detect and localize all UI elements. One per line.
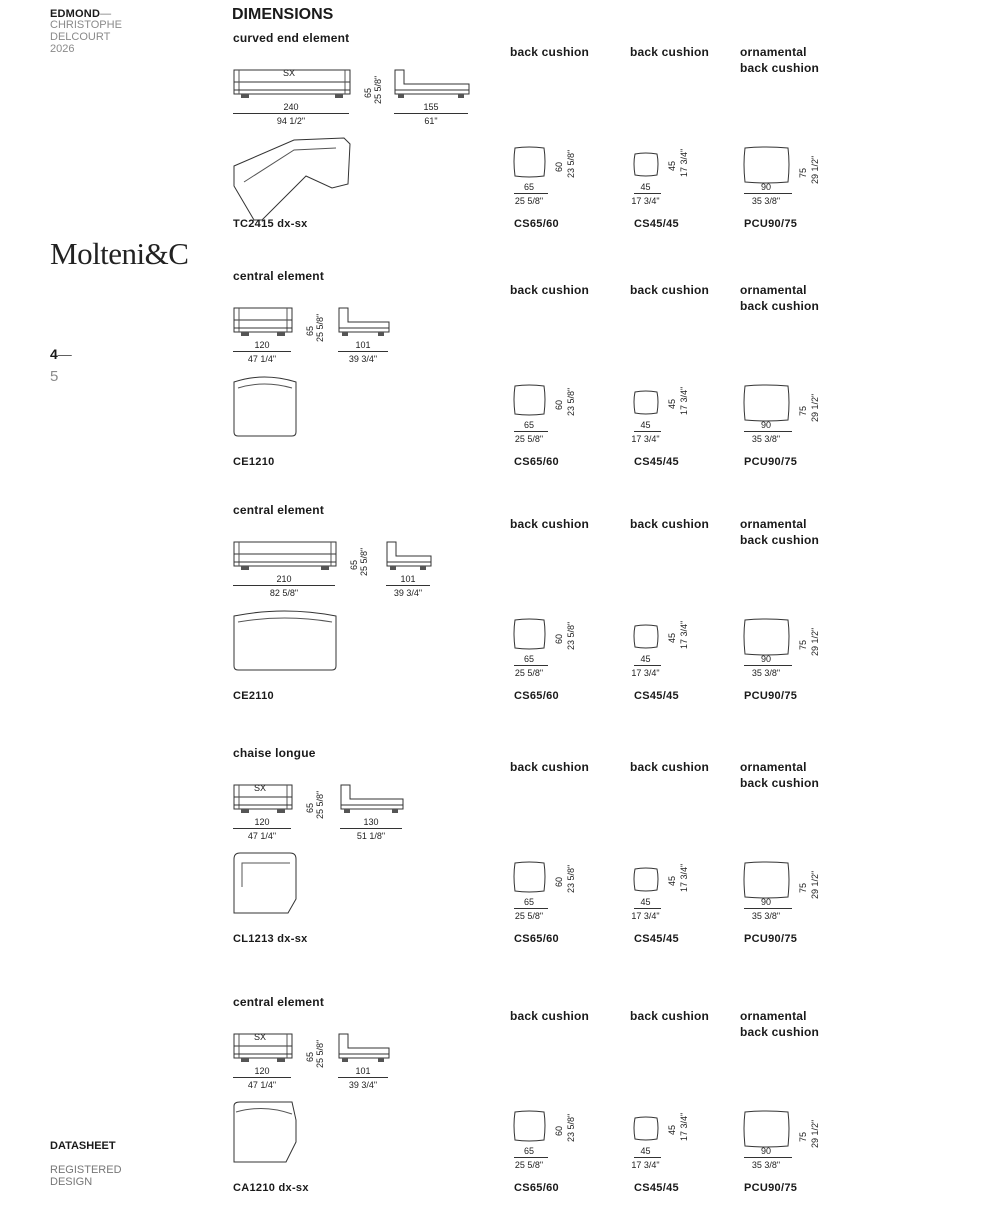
cushion-width-line xyxy=(744,193,792,194)
depth-value: 101 xyxy=(355,1066,371,1076)
depth-dimension-line xyxy=(386,585,430,586)
element-title: central element xyxy=(233,995,325,1009)
sofa-side-view xyxy=(386,540,432,574)
cushion-width-inches: 25 5/8" xyxy=(514,434,544,444)
cushion-height: 75 xyxy=(798,882,808,893)
element-code: TC2415 dx-sx xyxy=(233,218,308,230)
ornamental-cushion-label xyxy=(740,1008,819,1040)
label-line: ornamental xyxy=(740,45,807,59)
back-cushion-label: back cushion xyxy=(510,45,590,59)
cushion-height: 60 xyxy=(554,876,564,887)
cushion-height-inches: 29 1/2" xyxy=(810,627,820,656)
width-inches: 47 1/4" xyxy=(247,354,277,364)
cushion-width: 65 xyxy=(523,897,534,907)
cushion-code: CS45/45 xyxy=(634,456,679,468)
height-inches: 25 5/8" xyxy=(373,75,383,104)
cushion-height: 45 xyxy=(667,1124,677,1135)
label-line: ornamental xyxy=(740,1009,807,1023)
cushion-height: 45 xyxy=(667,632,677,643)
depth-dimension-line xyxy=(338,351,388,352)
page-number-current: 4— xyxy=(50,346,72,362)
sofa-plan-view xyxy=(232,608,338,672)
depth-value: 101 xyxy=(355,340,371,350)
height-value: 65 xyxy=(305,802,315,813)
cushion-width-line xyxy=(514,431,548,432)
cushion-width-inches: 25 5/8" xyxy=(514,668,544,678)
cushion-code: CS65/60 xyxy=(514,456,559,468)
width-value: 120 xyxy=(254,1066,270,1076)
cushion-width: 90 xyxy=(760,420,771,430)
registered-design-label: REGISTERED DESIGN xyxy=(50,1164,122,1188)
ornamental-cushion-label xyxy=(740,282,819,314)
cushion-width-inches: 17 3/4" xyxy=(631,434,660,444)
cushion-outline xyxy=(744,1110,790,1148)
molteni-logo: Molteni&C xyxy=(50,236,189,271)
element-title: central element xyxy=(233,269,325,283)
ornamental-cushion-label xyxy=(740,516,819,548)
cushion-width-line xyxy=(634,665,661,666)
cushion-outline xyxy=(634,390,659,415)
sofa-side-view xyxy=(394,68,470,102)
cushion-width: 45 xyxy=(640,182,651,192)
sofa-front-view xyxy=(233,540,337,574)
width-value: 120 xyxy=(254,340,270,350)
sx-mark: SX xyxy=(283,68,296,78)
cushion-width: 90 xyxy=(760,654,771,664)
cushion-width-inches: 25 5/8" xyxy=(514,1160,544,1170)
cushion-width-inches: 17 3/4" xyxy=(631,196,660,206)
label-line: back cushion xyxy=(740,776,820,790)
element-title: central element xyxy=(233,503,325,517)
back-cushion-label: back cushion xyxy=(630,45,710,59)
section-2 xyxy=(0,268,1008,498)
cushion-outline xyxy=(744,861,790,899)
cushion-width: 65 xyxy=(523,420,534,430)
element-code: CA1210 dx-sx xyxy=(233,1182,309,1194)
element-code: CL1213 dx-sx xyxy=(233,933,308,945)
cushion-outline xyxy=(514,618,546,650)
cushion-width: 45 xyxy=(640,420,651,430)
element-code: CE2110 xyxy=(233,690,274,702)
cushion-height-inches: 17 3/4" xyxy=(679,148,689,177)
depth-value: 130 xyxy=(363,817,379,827)
datasheet-label: DATASHEET xyxy=(50,1140,116,1152)
cushion-outline xyxy=(634,624,659,649)
cushion-height-inches: 23 5/8" xyxy=(566,387,576,416)
cushion-height-inches: 29 1/2" xyxy=(810,393,820,422)
depth-dimension-line xyxy=(340,828,402,829)
cushion-width-inches: 35 3/8" xyxy=(751,668,781,678)
cushion-outline xyxy=(744,618,790,656)
width-inches: 47 1/4" xyxy=(247,1080,277,1090)
section-3 xyxy=(0,502,1008,732)
cushion-height-inches: 17 3/4" xyxy=(679,863,689,892)
cushion-code: PCU90/75 xyxy=(744,933,798,945)
height-inches: 25 5/8" xyxy=(315,790,325,819)
sx-mark: SX xyxy=(254,1032,267,1042)
height-value: 65 xyxy=(363,87,373,98)
cushion-width-line xyxy=(634,1157,661,1158)
height-inches: 25 5/8" xyxy=(359,547,369,576)
sofa-plan-view xyxy=(232,1100,298,1164)
width-dimension-line xyxy=(233,1077,291,1078)
cushion-width-inches: 17 3/4" xyxy=(631,668,660,678)
cushion-width: 65 xyxy=(523,1146,534,1156)
cushion-outline xyxy=(514,384,546,416)
depth-value: 155 xyxy=(423,102,439,112)
cushion-width-line xyxy=(744,431,792,432)
cushion-code: CS45/45 xyxy=(634,218,679,230)
cushion-width: 45 xyxy=(640,654,651,664)
cushion-height: 75 xyxy=(798,167,808,178)
cushion-code: CS45/45 xyxy=(634,933,679,945)
cushion-height: 75 xyxy=(798,405,808,416)
cushion-width-line xyxy=(634,193,661,194)
sofa-side-view xyxy=(340,783,404,817)
label-line: back cushion xyxy=(740,533,820,547)
cushion-height-inches: 23 5/8" xyxy=(566,864,576,893)
cushion-outline xyxy=(744,384,790,422)
width-inches: 47 1/4" xyxy=(247,831,277,841)
sofa-front-view xyxy=(233,306,293,340)
width-dimension-line xyxy=(233,113,349,114)
cushion-height: 45 xyxy=(667,875,677,886)
back-cushion-label: back cushion xyxy=(630,1009,710,1023)
height-inches: 25 5/8" xyxy=(315,1039,325,1068)
cushion-height-inches: 17 3/4" xyxy=(679,386,689,415)
cushion-width: 65 xyxy=(523,654,534,664)
cushion-width-inches: 17 3/4" xyxy=(631,1160,660,1170)
element-code: CE1210 xyxy=(233,456,275,468)
width-value: 240 xyxy=(283,102,299,112)
sofa-side-view xyxy=(338,1032,390,1066)
cushion-width-inches: 35 3/8" xyxy=(751,1160,781,1170)
label-line: back cushion xyxy=(740,299,820,313)
element-title: chaise longue xyxy=(233,746,316,760)
cushion-code: CS65/60 xyxy=(514,933,559,945)
back-cushion-label: back cushion xyxy=(510,283,590,297)
cushion-height-inches: 29 1/2" xyxy=(810,1119,820,1148)
cushion-width-line xyxy=(514,1157,548,1158)
depth-inches: 39 3/4" xyxy=(348,1080,378,1090)
cushion-width-line xyxy=(634,908,661,909)
sx-mark: SX xyxy=(254,783,267,793)
sofa-plan-view xyxy=(232,136,352,200)
page-number-next: 5 xyxy=(50,368,59,385)
section-4 xyxy=(0,745,1008,975)
cushion-height: 60 xyxy=(554,1125,564,1136)
height-value: 65 xyxy=(305,325,315,336)
cushion-width-line xyxy=(514,193,548,194)
cushion-width: 90 xyxy=(760,1146,771,1156)
cushion-width-inches: 17 3/4" xyxy=(631,911,660,921)
element-title: curved end element xyxy=(233,31,350,45)
depth-dimension-line xyxy=(394,113,468,114)
designer-credit: CHRISTOPHE DELCOURT 2026 xyxy=(50,19,122,55)
cushion-width: 90 xyxy=(760,182,771,192)
cushion-outline xyxy=(744,146,790,184)
cushion-width-inches: 25 5/8" xyxy=(514,196,544,206)
cushion-code: CS45/45 xyxy=(634,690,679,702)
cushion-height-inches: 29 1/2" xyxy=(810,155,820,184)
cushion-code: PCU90/75 xyxy=(744,456,798,468)
back-cushion-label: back cushion xyxy=(630,760,710,774)
label-line: back cushion xyxy=(740,61,820,75)
depth-dimension-line xyxy=(338,1077,388,1078)
cushion-code: CS65/60 xyxy=(514,218,559,230)
cushion-code: CS65/60 xyxy=(514,690,559,702)
depth-value: 101 xyxy=(400,574,416,584)
cushion-outline xyxy=(514,146,546,178)
cushion-width: 65 xyxy=(523,182,534,192)
label-line: ornamental xyxy=(740,283,807,297)
cushion-width-line xyxy=(514,665,548,666)
width-dimension-line xyxy=(233,585,335,586)
cushion-outline xyxy=(514,1110,546,1142)
depth-inches: 51 1/8" xyxy=(356,831,386,841)
back-cushion-label: back cushion xyxy=(630,517,710,531)
cushion-outline xyxy=(634,152,659,177)
cushion-height-inches: 23 5/8" xyxy=(566,1113,576,1142)
cushion-width-inches: 35 3/8" xyxy=(751,911,781,921)
cushion-width: 90 xyxy=(760,897,771,907)
width-inches: 82 5/8" xyxy=(269,588,299,598)
cushion-code: PCU90/75 xyxy=(744,218,798,230)
page-title: DIMENSIONS xyxy=(232,6,334,23)
cushion-outline xyxy=(634,867,659,892)
ornamental-cushion-label xyxy=(740,44,819,76)
label-line: ornamental xyxy=(740,760,807,774)
cushion-code: PCU90/75 xyxy=(744,1182,798,1194)
cushion-width-line xyxy=(744,908,792,909)
depth-inches: 61" xyxy=(424,116,438,126)
width-dimension-line xyxy=(233,351,291,352)
back-cushion-label: back cushion xyxy=(510,517,590,531)
cushion-height-inches: 17 3/4" xyxy=(679,620,689,649)
width-value: 120 xyxy=(254,817,270,827)
cushion-width-line xyxy=(744,665,792,666)
height-value: 65 xyxy=(349,559,359,570)
cushion-width: 45 xyxy=(640,1146,651,1156)
width-inches: 94 1/2" xyxy=(276,116,306,126)
back-cushion-label: back cushion xyxy=(510,1009,590,1023)
cushion-height: 45 xyxy=(667,398,677,409)
label-line: ornamental xyxy=(740,517,807,531)
cushion-height-inches: 23 5/8" xyxy=(566,149,576,178)
sofa-plan-view xyxy=(232,851,298,915)
cushion-outline xyxy=(634,1116,659,1141)
section-1 xyxy=(0,30,1008,260)
label-line: back cushion xyxy=(740,1025,820,1039)
height-value: 65 xyxy=(305,1051,315,1062)
depth-inches: 39 3/4" xyxy=(393,588,423,598)
cushion-code: CS45/45 xyxy=(634,1182,679,1194)
cushion-height: 60 xyxy=(554,399,564,410)
cushion-height: 60 xyxy=(554,633,564,644)
back-cushion-label: back cushion xyxy=(510,760,590,774)
width-dimension-line xyxy=(233,828,291,829)
cushion-width-line xyxy=(744,1157,792,1158)
section-5 xyxy=(0,994,1008,1224)
cushion-height: 60 xyxy=(554,161,564,172)
cushion-width-line xyxy=(514,908,548,909)
cushion-width-line xyxy=(634,431,661,432)
cushion-code: CS65/60 xyxy=(514,1182,559,1194)
sofa-side-view xyxy=(338,306,390,340)
cushion-width-inches: 35 3/8" xyxy=(751,434,781,444)
cushion-height: 75 xyxy=(798,639,808,650)
width-value: 210 xyxy=(276,574,292,584)
cushion-width-inches: 35 3/8" xyxy=(751,196,781,206)
height-inches: 25 5/8" xyxy=(315,313,325,342)
back-cushion-label: back cushion xyxy=(630,283,710,297)
cushion-width: 45 xyxy=(640,897,651,907)
cushion-height-inches: 29 1/2" xyxy=(810,870,820,899)
ornamental-cushion-label xyxy=(740,759,819,791)
sofa-plan-view xyxy=(232,374,298,438)
cushion-height-inches: 23 5/8" xyxy=(566,621,576,650)
cushion-width-inches: 25 5/8" xyxy=(514,911,544,921)
cushion-height-inches: 17 3/4" xyxy=(679,1112,689,1141)
cushion-height: 75 xyxy=(798,1131,808,1142)
cushion-outline xyxy=(514,861,546,893)
cushion-height: 45 xyxy=(667,160,677,171)
depth-inches: 39 3/4" xyxy=(348,354,378,364)
cushion-code: PCU90/75 xyxy=(744,690,798,702)
brand-name: EDMOND— xyxy=(50,8,112,20)
